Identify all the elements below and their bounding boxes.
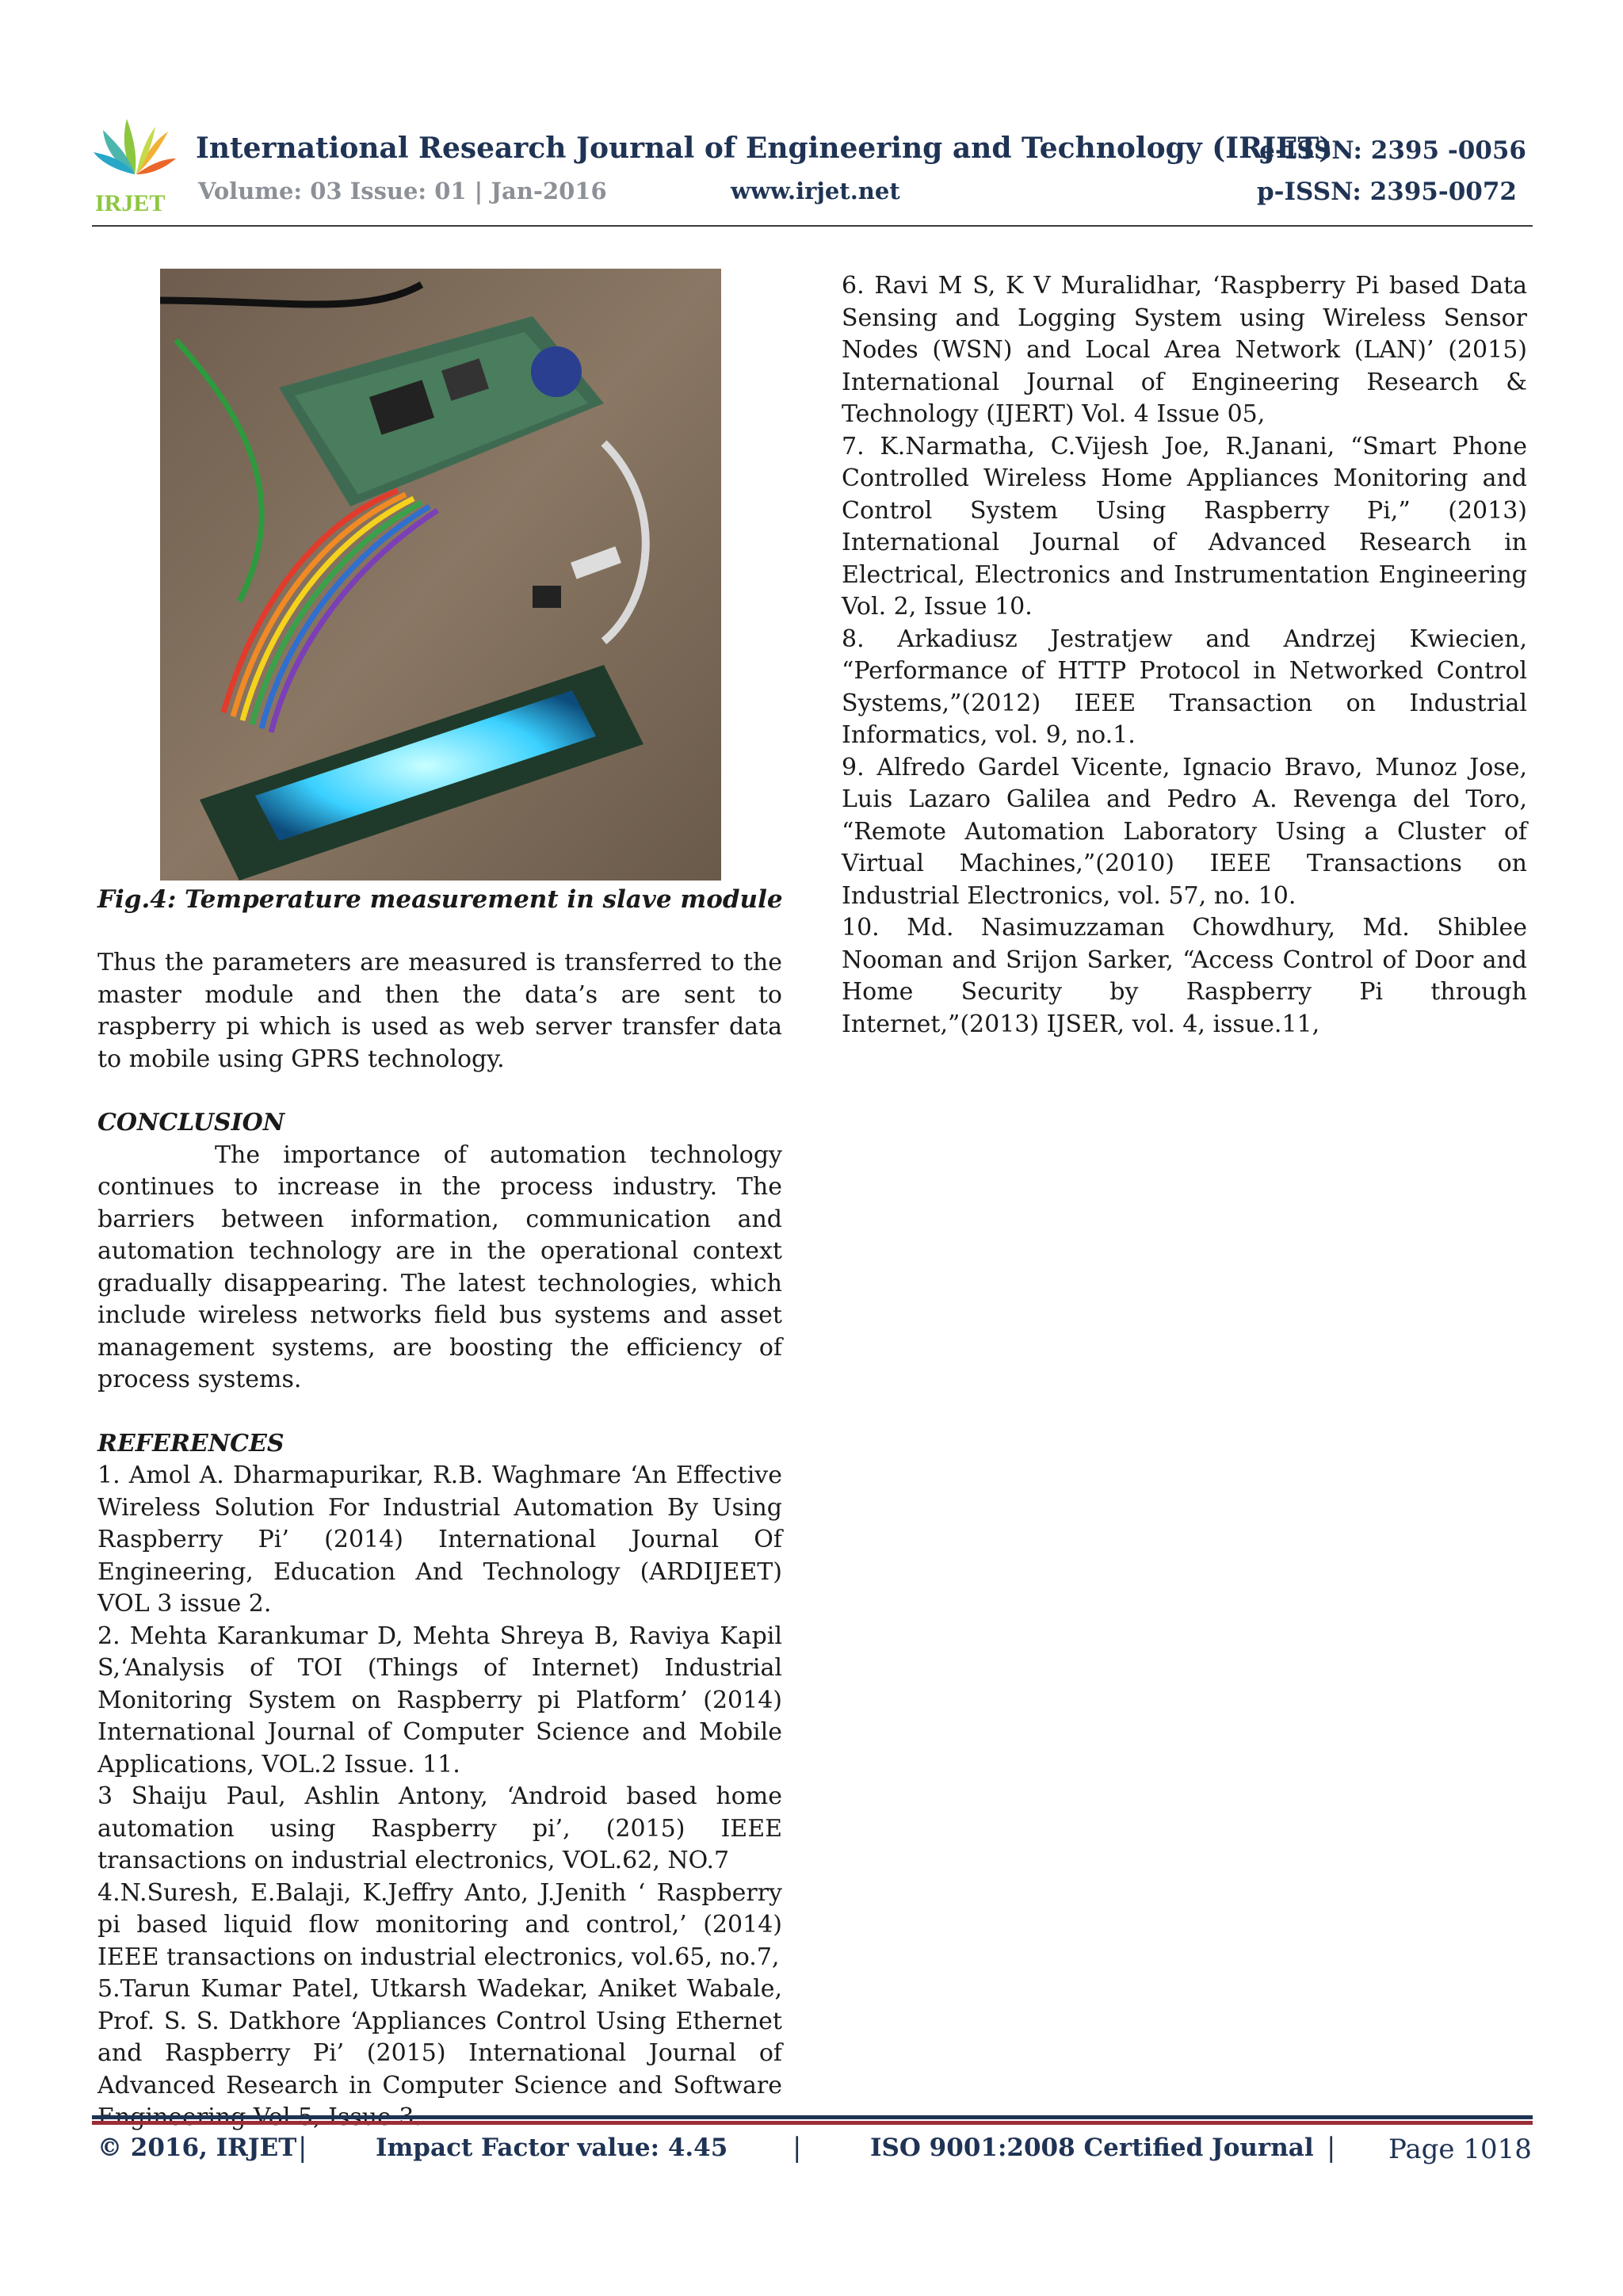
reference-item: 7. K.Narmatha, C.Vijesh Joe, R.Janani, “Smart Phone Controlled Wireless Home Appliances Monitoring and Control System Using Raspberry Pi,” (2013) International Journal of Advanced Research in Electrical, Electronics and Instrumentation Engineering Vol. 2, Issue 10. xyxy=(842,432,1527,621)
volume-issue: Volume: 03 Issue: 01 | Jan-2016 xyxy=(198,178,607,204)
journal-title: International Research Journal of Engineering and Technology (IRJET) xyxy=(196,132,1333,165)
spacer xyxy=(97,1075,782,1107)
footer-impact-factor: Impact Factor value: 4.45 xyxy=(376,2134,728,2162)
reference-item: 1. Amol A. Dharmapurikar, R.B. Waghmare ‘An Effective Wireless Solution For Industrial Automation By Using Raspberry Pi’ (2014) International Journal Of Engineering, Education And Technology (ARDIJEET) VOL 3 issue 2. xyxy=(97,1461,782,1618)
reference-item: 5.Tarun Kumar Patel, Utkarsh Wadekar, Aniket Wabale, Prof. S. S. Datkhore ‘Appliances Control Using Ethernet and Raspberry Pi’ (2015) International Journal of Advanced Research in Computer Science and Software xyxy=(97,1975,782,2099)
conclusion-paragraph: The importance of automation technology continues to increase in the process industry. The barriers between information, communication and automation technology are in the operational context gradually disappearing. The latest technologies, which include wireless networks field bus systems and asset management systems, are boosting the efficiency of process systems. xyxy=(97,1140,782,1393)
footer-separator: | xyxy=(792,2132,802,2164)
logo-text: IRJET xyxy=(95,190,166,216)
reference-item: 9. Alfredo Gardel Vicente, Ignacio Bravo, Munoz Jose, Luis Lazaro Galilea and Pedro A. Revenga del Toro, “Remote Automation Laboratory Using a Cluster of Virtual Machines,”(2010) IEEE Transactions on Industrial Electronics, vol. 57, no. 10. xyxy=(842,753,1527,910)
footer-copyright: © 2016, IRJET xyxy=(97,2134,297,2162)
footer-divider-red xyxy=(92,2121,1533,2125)
intro-paragraph: Thus the parameters are measured is transferred to the master module and then the data’s are sent to raspberry pi which is used as web server transfer data to mobile using GPRS technology. xyxy=(97,949,782,1073)
figure-photo xyxy=(160,269,721,881)
header-divider xyxy=(92,225,1533,227)
footer-divider-blue xyxy=(92,2115,1533,2119)
p-issn: p-ISSN: 2395-0072 xyxy=(1256,178,1517,206)
e-issn: e-ISSN: 2395 -0056 xyxy=(1259,136,1526,165)
reference-item: 4.N.Suresh, E.Balaji, K.Jeffry Anto, J.Jenith ‘ Raspberry pi based liquid flow monitoring and control,’ (2014) IEEE transactions on industrial electronics, vol.65, no.7, xyxy=(97,1878,782,1971)
reference-item: 8. Arkadiusz Jestratjew and Andrzej Kwiecien, “Performance of HTTP Protocol in Networked Control Systems,”(2012) IEEE Transaction on Industrial Informatics, vol. 9, no.1. xyxy=(842,625,1527,749)
website: www.irjet.net xyxy=(731,178,900,204)
page-number: Page 1018 xyxy=(1388,2134,1532,2165)
reference-item: 3 Shaiju Paul, Ashlin Antony, ‘Android based home automation using Raspberry pi’, (2015) IEEE transactions on industrial electronics, VOL.62, NO.7 xyxy=(97,1782,782,1874)
left-column xyxy=(97,947,782,2134)
conclusion-heading: CONCLUSION xyxy=(97,1109,285,1137)
footer-iso: ISO 9001:2008 Certified Journal xyxy=(870,2134,1314,2162)
reference-item: 2. Mehta Karankumar D, Mehta Shreya B, Raviya Kapil S,‘Analysis of TOI (Things of Internet) Industrial Monitoring System on Raspberry pi Platform’ (2014) International Journal of Computer Science and Mobile Applications, VOL.2 Issue. 11. xyxy=(97,1622,782,1778)
reference-item: 6. Ravi M S, K V Muralidhar, ‘Raspberry Pi based Data Sensing and Logging System using Wireless Sensor Nodes (WSN) and Local Area Network (LAN)’ (2015) International Journal of Engineering Research & Technology (IJERT) Vol. 4 Issue 05, xyxy=(842,272,1527,428)
spacer xyxy=(97,1396,782,1428)
footer-separator: | xyxy=(1327,2132,1336,2164)
irjet-logo xyxy=(92,113,178,216)
figure-caption: Fig.4: Temperature measurement in slave module xyxy=(97,885,783,914)
right-column xyxy=(842,270,1527,1041)
references-heading: REFERENCES xyxy=(97,1429,285,1457)
reference-item: 10. Md. Nasimuzzaman Chowdhury, Md. Shiblee Nooman and Srijon Sarker, “Access Control of Door and Home Security by Raspberry Pi through Internet,”(2013) IJSER, vol. 4, issue.11, xyxy=(842,914,1527,1038)
footer-separator: | xyxy=(298,2132,307,2164)
logo-leaves xyxy=(94,119,176,174)
